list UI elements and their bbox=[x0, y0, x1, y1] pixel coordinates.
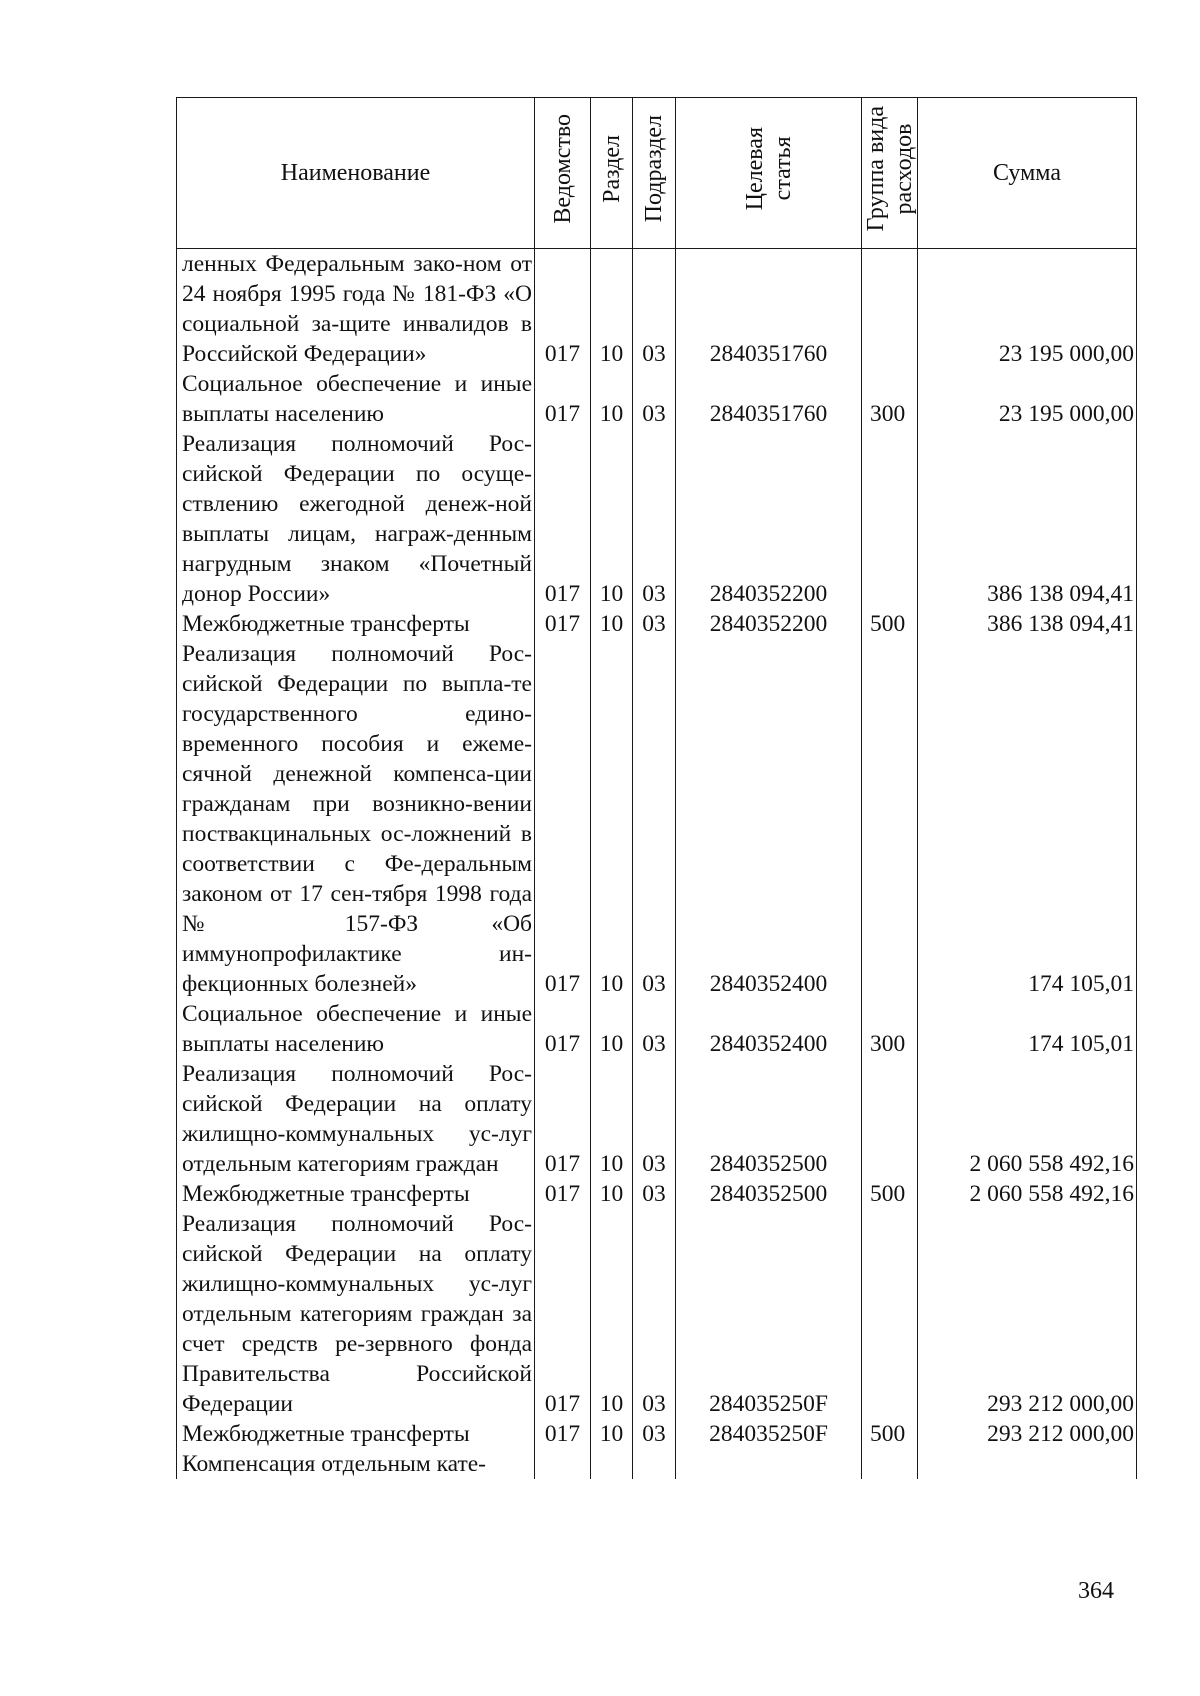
header-department bbox=[535, 98, 591, 249]
cell-expense-group: 300 bbox=[862, 999, 918, 1059]
cell-expense-group bbox=[862, 1059, 918, 1179]
table-row bbox=[177, 609, 1137, 639]
cell-target-article bbox=[676, 1449, 862, 1479]
cell-amount: 2 060 558 492,16 bbox=[918, 1179, 1137, 1209]
cell-expense-group: 300 bbox=[862, 369, 918, 429]
header-amount-label: Сумма bbox=[993, 160, 1061, 186]
table-body bbox=[177, 249, 1137, 1480]
cell-section: 10 bbox=[591, 1209, 633, 1419]
cell-amount: 174 105,01 bbox=[918, 639, 1137, 999]
table-header bbox=[177, 98, 1137, 249]
cell-subsection: 03 bbox=[633, 1179, 676, 1209]
cell-name: Реализация полномочий Рос-сийской Федерации по выпла-те государственного едино-временного пособия и ежеме-сячной денежной компенса-ции гражданам при возникно-вении поствакцинальных ос-ложнений в соответствии с Фе-деральным законом от 17 сен-тября 1998 года № 157-ФЗ «Об иммунопрофилактике ин-фекционных болезней» bbox=[177, 639, 535, 999]
header-name bbox=[177, 98, 535, 249]
header-department-label: Ведомство bbox=[549, 114, 576, 224]
cell-name: Межбюджетные трансферты bbox=[177, 1179, 535, 1209]
cell-section: 10 bbox=[591, 1419, 633, 1449]
cell-expense-group bbox=[862, 639, 918, 999]
cell-subsection: 03 bbox=[633, 249, 676, 370]
header-target-article-line2: статья bbox=[769, 137, 796, 201]
cell-expense-group bbox=[862, 429, 918, 609]
header-amount bbox=[918, 98, 1137, 249]
cell-department: 017 bbox=[535, 1179, 591, 1209]
cell-subsection: 03 bbox=[633, 639, 676, 999]
cell-section: 10 bbox=[591, 1059, 633, 1179]
cell-subsection bbox=[633, 1449, 676, 1479]
cell-amount bbox=[918, 1449, 1137, 1479]
cell-name: Социальное обеспечение и иные выплаты населению bbox=[177, 369, 535, 429]
cell-name: Реализация полномочий Рос-сийской Федерации на оплату жилищно-коммунальных ус-луг отдельным категориям граждан за счет средств ре-зервного фонда Правительства Российской Федерации bbox=[177, 1209, 535, 1419]
cell-section: 10 bbox=[591, 609, 633, 639]
header-target-article-label bbox=[741, 127, 797, 210]
cell-department: 017 bbox=[535, 1059, 591, 1179]
header-subsection-label: Подраздел bbox=[641, 115, 667, 223]
cell-target-article: 284035250F bbox=[676, 1419, 862, 1449]
page-number: 364 bbox=[1078, 1578, 1114, 1604]
table-row bbox=[177, 249, 1137, 370]
cell-expense-group: 500 bbox=[862, 609, 918, 639]
header-expense-group-label bbox=[862, 106, 918, 231]
cell-expense-group: 500 bbox=[862, 1419, 918, 1449]
cell-section: 10 bbox=[591, 1179, 633, 1209]
cell-target-article: 2840351760 bbox=[676, 249, 862, 370]
cell-department: 017 bbox=[535, 369, 591, 429]
cell-name: Межбюджетные трансферты bbox=[177, 609, 535, 639]
header-target-article-line1: Целевая bbox=[741, 127, 768, 211]
header-expense-group-line1: Группа вида bbox=[863, 106, 889, 232]
cell-target-article: 2840352200 bbox=[676, 429, 862, 609]
cell-amount: 293 212 000,00 bbox=[918, 1209, 1137, 1419]
cell-subsection: 03 bbox=[633, 429, 676, 609]
cell-section: 10 bbox=[591, 429, 633, 609]
budget-table bbox=[176, 97, 1137, 1479]
cell-amount: 386 138 094,41 bbox=[918, 429, 1137, 609]
cell-name: ленных Федеральным зако-ном от 24 ноября 1995 года № 181-ФЗ «О социальной за-щите инвалидов в Российской Федерации» bbox=[177, 249, 535, 370]
cell-section bbox=[591, 1449, 633, 1479]
cell-amount: 23 195 000,00 bbox=[918, 369, 1137, 429]
cell-subsection: 03 bbox=[633, 1059, 676, 1179]
cell-subsection: 03 bbox=[633, 369, 676, 429]
cell-subsection: 03 bbox=[633, 1419, 676, 1449]
cell-expense-group: 500 bbox=[862, 1179, 918, 1209]
header-expense-group-line2: расходов bbox=[891, 123, 917, 215]
cell-target-article: 2840352500 bbox=[676, 1059, 862, 1179]
cell-section: 10 bbox=[591, 249, 633, 370]
table-row bbox=[177, 1059, 1137, 1179]
table-row bbox=[177, 999, 1137, 1059]
cell-target-article: 2840352400 bbox=[676, 999, 862, 1059]
cell-amount: 386 138 094,41 bbox=[918, 609, 1137, 639]
cell-target-article: 2840352400 bbox=[676, 639, 862, 999]
cell-name: Реализация полномочий Рос-сийской Федерации по осуще-ствлению ежегодной денеж-ной выплаты лицам, награж-денным нагрудным знаком «Почетный донор России» bbox=[177, 429, 535, 609]
table-row bbox=[177, 369, 1137, 429]
cell-expense-group bbox=[862, 1449, 918, 1479]
cell-amount: 293 212 000,00 bbox=[918, 1419, 1137, 1449]
cell-department: 017 bbox=[535, 249, 591, 370]
cell-department: 017 bbox=[535, 609, 591, 639]
cell-target-article: 2840352500 bbox=[676, 1179, 862, 1209]
table-row bbox=[177, 1179, 1137, 1209]
cell-department: 017 bbox=[535, 639, 591, 999]
table-row bbox=[177, 1209, 1137, 1419]
cell-amount: 23 195 000,00 bbox=[918, 249, 1137, 370]
cell-name: Реализация полномочий Рос-сийской Федерации на оплату жилищно-коммунальных ус-луг отдельным категориям граждан bbox=[177, 1059, 535, 1179]
table-row bbox=[177, 1449, 1137, 1479]
header-section bbox=[591, 98, 633, 249]
cell-department bbox=[535, 1449, 591, 1479]
cell-subsection: 03 bbox=[633, 999, 676, 1059]
table-row bbox=[177, 429, 1137, 609]
cell-target-article: 2840352200 bbox=[676, 609, 862, 639]
header-name-label: Наименование bbox=[280, 160, 431, 186]
cell-department: 017 bbox=[535, 1209, 591, 1419]
cell-subsection: 03 bbox=[633, 609, 676, 639]
cell-department: 017 bbox=[535, 999, 591, 1059]
cell-target-article: 2840351760 bbox=[676, 369, 862, 429]
header-expense-group bbox=[862, 98, 918, 249]
header-section-label: Раздел bbox=[598, 135, 625, 203]
cell-amount: 2 060 558 492,16 bbox=[918, 1059, 1137, 1179]
cell-amount: 174 105,01 bbox=[918, 999, 1137, 1059]
cell-section: 10 bbox=[591, 369, 633, 429]
cell-target-article: 284035250F bbox=[676, 1209, 862, 1419]
cell-name: Компенсация отдельным кате- bbox=[177, 1449, 535, 1479]
cell-department: 017 bbox=[535, 1419, 591, 1449]
cell-expense-group bbox=[862, 249, 918, 370]
document-page bbox=[176, 97, 1136, 1552]
cell-name: Межбюджетные трансферты bbox=[177, 1419, 535, 1449]
header-target-article bbox=[676, 98, 862, 249]
table-row bbox=[177, 639, 1137, 999]
cell-section: 10 bbox=[591, 639, 633, 999]
header-subsection bbox=[633, 98, 676, 249]
cell-section: 10 bbox=[591, 999, 633, 1059]
cell-subsection: 03 bbox=[633, 1209, 676, 1419]
cell-name: Социальное обеспечение и иные выплаты населению bbox=[177, 999, 535, 1059]
table-row bbox=[177, 1419, 1137, 1449]
cell-department: 017 bbox=[535, 429, 591, 609]
cell-expense-group bbox=[862, 1209, 918, 1419]
